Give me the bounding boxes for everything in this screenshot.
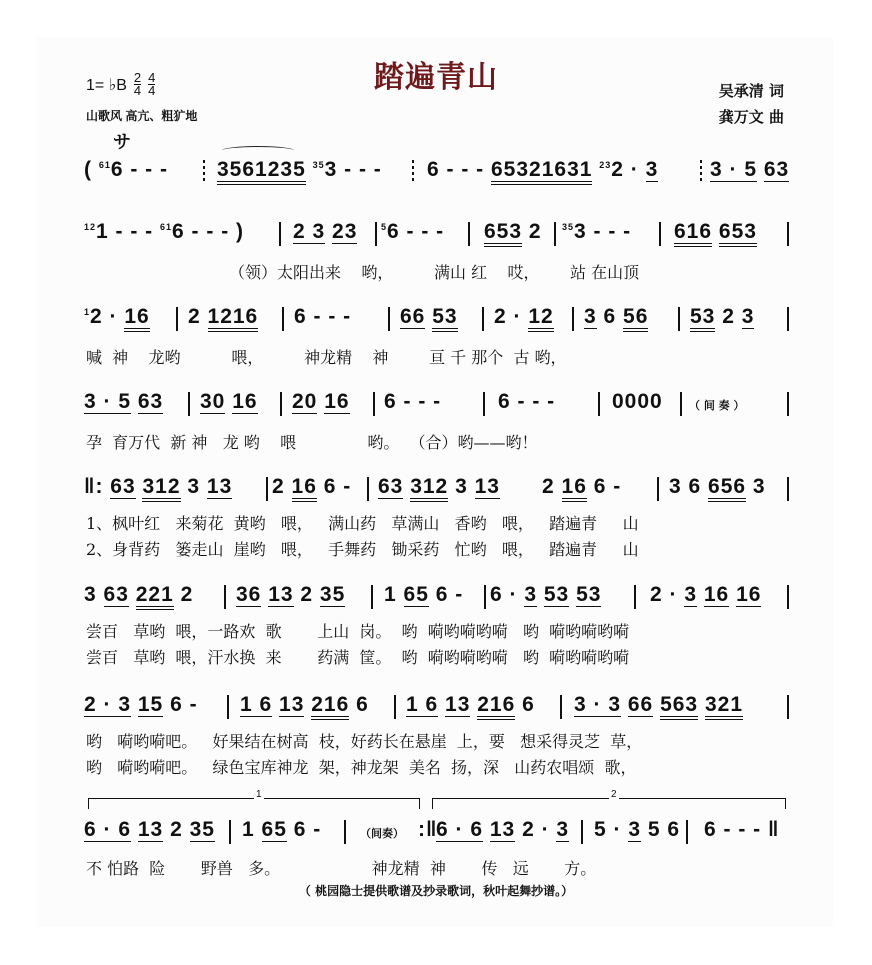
measure: 5 · 3 5 6 [594, 818, 681, 841]
lyric-line-verse-2: 哟 嗬哟嗬吧。 绿色宝库神龙 架，神龙架 美名 扬，深 山药农唱颂 歌， [86, 758, 637, 777]
barline [787, 585, 789, 609]
barline [227, 695, 229, 719]
measure: ( $^{61}$6 - - - [84, 158, 169, 181]
lyric-line-verse-1: 尝百 草哟 喂，一路欢 歌 上山 岗。 哟 嗬哟嗬哟嗬 哟 嗬哟嗬哟嗬 [86, 622, 630, 641]
key-signature [86, 72, 155, 97]
barline [375, 222, 377, 246]
time-signature-2-4: $\frac{2}{4}$ [133, 70, 142, 98]
volta-bracket-1: 1 [88, 798, 420, 809]
measure: 2 1216 [188, 305, 258, 329]
barline [787, 222, 789, 246]
barline [344, 820, 346, 844]
barline [371, 585, 373, 609]
measure: 3561235 $^{35}$3 - - - [217, 158, 382, 182]
measure: 6 · 6 13 2 35 [84, 818, 215, 841]
measure: 1 65 6 - [242, 818, 322, 841]
measure: 20 16 [292, 390, 350, 413]
lyric-line: 喊 神 龙哟 喂， 神龙精 神 亘 千 那个 古 哟， [86, 348, 567, 367]
volta-bracket-2: 2 [432, 798, 786, 809]
measure: 2 3 23 [293, 220, 358, 243]
measure: 3 6 56 [584, 305, 648, 329]
notation-line [84, 158, 790, 188]
measure: 2 · 3 15 6 - [84, 693, 198, 716]
notation-line [84, 693, 790, 723]
measure: ‖: 63 312 3 13 [84, 475, 232, 499]
measure: 6 - - - ‖ [704, 818, 780, 841]
repeat-end-sign: :‖ [418, 818, 438, 841]
measure: 6 - - - 65321631 $^{23}$2 · 3 [427, 158, 658, 182]
lyric-line-verse-2: 2、身背药 篓走山 崖哟 喂， 手舞药 锄采药 忙哟 喂， 踏遍青 山 [86, 540, 639, 559]
barline [554, 222, 556, 246]
notation-line [84, 220, 790, 250]
lyricist-credit: 吴承清 词 [718, 82, 784, 100]
measure: 1 65 6 - [384, 583, 464, 606]
measure: $^5$6 - - - [381, 220, 445, 243]
barline [787, 695, 789, 719]
barline [686, 820, 688, 844]
measure: 6 · 6 13 2 · 3 [436, 818, 570, 841]
barline [787, 477, 789, 501]
barline [367, 477, 369, 501]
dashed-barline [203, 160, 205, 184]
measure: 2 · 12 [494, 305, 554, 329]
measure: 2 16 6 - [542, 475, 621, 499]
barline [266, 477, 268, 501]
measure: 3 6 656 3 [669, 475, 766, 499]
barline [680, 392, 682, 416]
barline [482, 307, 484, 331]
measure: 2 · 3 16 16 [650, 583, 762, 606]
measure: 3 63 221 2 [84, 583, 193, 607]
barline [282, 307, 284, 331]
barline [394, 695, 396, 719]
dashed-barline [412, 160, 414, 184]
barline [176, 307, 178, 331]
measure: 6 - - - [498, 390, 556, 413]
measure: 653 2 [484, 220, 542, 244]
barline [229, 820, 231, 844]
measure: 30 16 [200, 390, 258, 413]
measure: 616 653 [674, 220, 757, 244]
interlude-mark: （ 间 奏 ） [689, 399, 745, 412]
barline [279, 222, 281, 246]
measure: 3 · 5 63 [84, 390, 164, 413]
measure: 63 312 3 13 [378, 475, 500, 499]
performance-style: 山歌风 高亢、粗犷地 [86, 109, 198, 123]
song-title: 踏遍青山 [374, 60, 498, 95]
measure: 1 6 13 216 6 [406, 693, 535, 717]
measure: $^{35}$3 - - - [562, 220, 632, 243]
free-tempo-mark: サ [113, 132, 131, 152]
notation-line [84, 583, 790, 613]
barline [581, 820, 583, 844]
barline [678, 307, 680, 331]
dashed-barline [700, 160, 702, 184]
measure: 1 6 13 216 6 [240, 693, 369, 717]
barline [224, 585, 226, 609]
barline [388, 307, 390, 331]
measure: 6 - - - [294, 305, 352, 328]
lyric-line: 孕 育万代 新 神 龙 哟 喂 哟。 （合）哟——哟！ [86, 433, 538, 452]
barline [787, 392, 789, 416]
lyric-line-verse-1: 哟 嗬哟嗬吧。 好果结在树高 枝，好药长在悬崖 上，要 想采得灵芝 草， [86, 732, 643, 751]
notation-line [84, 818, 790, 848]
interlude-mark: （间奏） [360, 827, 404, 840]
barline [659, 222, 661, 246]
barline [280, 392, 282, 416]
measure: 66 53 [400, 305, 458, 329]
barline [634, 585, 636, 609]
barline [787, 307, 789, 331]
barline [657, 477, 659, 501]
measure: $^1$2 · 16 [84, 305, 150, 329]
barline [468, 222, 470, 246]
tuplet-bracket [222, 146, 294, 155]
measure: 0000 [612, 390, 663, 413]
barline [572, 307, 574, 331]
composer-credit: 龚万文 曲 [718, 108, 784, 126]
time-signature-4-4: $\frac{4}{4}$ [148, 70, 156, 98]
measure: 3 · 5 63 [710, 158, 790, 181]
measure: 6 · 3 53 53 [490, 583, 602, 606]
notation-line [84, 475, 790, 505]
key-label: 1= ♭B [86, 76, 127, 94]
notation-line [84, 390, 790, 420]
barline [483, 392, 485, 416]
measure: 2 16 6 - [272, 475, 351, 499]
notation-line [84, 305, 790, 335]
barline [484, 585, 486, 609]
barline [560, 695, 562, 719]
lyric-line: （领）太阳出来 哟， 满山 红 哎， 站 在山顶 [229, 263, 640, 282]
measure: 3 · 3 66 563 321 [574, 693, 743, 717]
barline [598, 392, 600, 416]
measure: 53 2 3 [690, 305, 754, 329]
lyric-line: 不 怕路 险 野兽 多。 神龙精 神 传 远 方。 [86, 859, 597, 878]
barline [373, 392, 375, 416]
measure: $^{12}$1 - - - $^{61}$6 - - - ) [84, 220, 245, 243]
measure: 6 - - - [384, 390, 442, 413]
lyric-line-verse-2: 尝百 草哟 喂，汗水换 来 药满 筐。 哟 嗬哟嗬哟嗬 哟 嗬哟嗬哟嗬 [86, 648, 630, 667]
barline [188, 392, 190, 416]
transcription-credit: （ 桃园隐士提供歌谱及抄录歌词，秋叶起舞抄谱。） [298, 884, 574, 898]
measure: 36 13 2 35 [236, 583, 346, 606]
lyric-line-verse-1: 1、枫叶红 来菊花 黄哟 喂， 满山药 草满山 香哟 喂， 踏遍青 山 [86, 514, 639, 533]
